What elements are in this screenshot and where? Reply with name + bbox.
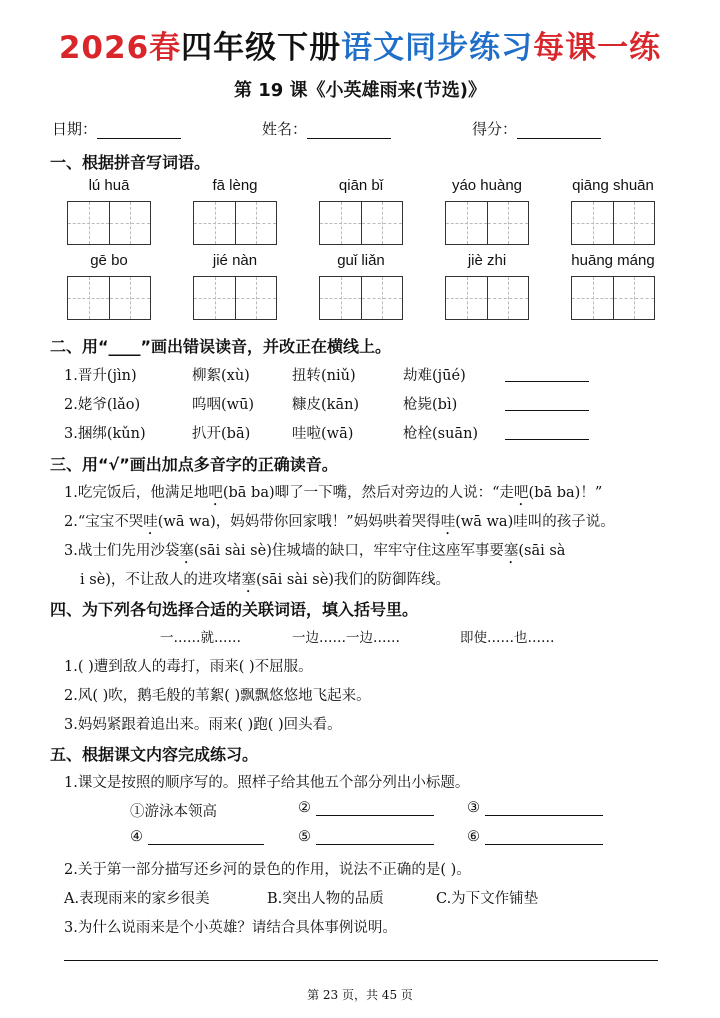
subtitle-blank[interactable]	[485, 800, 603, 816]
section5-heading: 五、根据课文内容完成练习。	[50, 745, 259, 764]
pinyin-item: huāng máng	[571, 252, 655, 269]
page-footer: 第 23 页，共 45 页	[307, 988, 413, 1002]
tianzige-box[interactable]	[193, 201, 277, 245]
text: 1.吃完饭后，他满足地	[64, 485, 209, 501]
score-field	[472, 118, 601, 139]
subtitle-item: ①游泳本领高	[130, 804, 217, 820]
dotted-char: 塞	[503, 543, 519, 559]
pinyin-item: lú huā	[88, 177, 130, 194]
question-3-3	[64, 539, 565, 567]
title-practice: 每课一练	[533, 30, 662, 66]
text: 2.“宝宝不哭	[64, 514, 144, 530]
page-title	[0, 22, 720, 67]
subtitle-blank[interactable]	[485, 829, 603, 845]
score-blank[interactable]	[517, 124, 601, 139]
answer-blank[interactable]	[505, 366, 589, 382]
tianzige-box[interactable]	[193, 276, 277, 320]
answer-blank[interactable]	[505, 395, 589, 411]
tianzige-box[interactable]	[67, 201, 151, 245]
subtitle-item: ③	[467, 800, 480, 816]
section4-heading: 四、为下列各句选择合适的关联词语，填入括号里。	[50, 600, 419, 619]
pinyin-item: qiān bǐ	[338, 177, 384, 194]
score-label: 得分：	[472, 120, 518, 138]
dotted-char: 塞	[241, 572, 256, 588]
tianzige-box[interactable]	[445, 201, 529, 245]
name-field	[262, 118, 391, 139]
reading-item: 枪毙(bì)	[403, 397, 458, 413]
option-a: A.表现雨来的家乡很美	[64, 891, 210, 907]
reading-item: 3.捆绑(kǔn)	[64, 426, 146, 442]
lesson-subtitle: 第 19 课《小英雄雨来(节选)》	[233, 80, 487, 101]
text: (bā ba)！”	[528, 485, 603, 501]
reading-item: 柳絮(xù)	[192, 368, 250, 384]
subtitle-blank[interactable]	[316, 800, 434, 816]
name-blank[interactable]	[307, 124, 391, 139]
text: (bā ba)唧了一下嘴，然后对旁边的人说：“走	[222, 485, 515, 501]
subtitle-item: ⑥	[467, 829, 480, 845]
title-grade: 四年级下册	[181, 30, 342, 66]
pinyin-item: qiāng shuān	[572, 177, 654, 194]
text: (sāi sài sè)我们的防御阵线。	[255, 572, 450, 588]
date-blank[interactable]	[97, 124, 181, 139]
pinyin-item: jié nàn	[212, 252, 258, 269]
option-word: 一……就……	[160, 630, 241, 646]
dotted-char: 吧	[208, 485, 223, 501]
section2-heading: 二、用“____”画出错误读音，并改正在横线上。	[50, 337, 392, 356]
reading-item: 扒开(bā)	[192, 426, 251, 442]
title-year: 2026春	[58, 30, 182, 66]
reading-item: 呜咽(wū)	[192, 397, 255, 413]
tianzige-box[interactable]	[319, 276, 403, 320]
name-label: 姓名：	[262, 120, 308, 138]
reading-item: 糠皮(kān)	[292, 397, 360, 413]
reading-item: 劫难(jūé)	[403, 368, 466, 384]
text: 3.战士们先用沙袋	[64, 543, 180, 559]
subtitle-item: ②	[298, 800, 311, 816]
tianzige-box[interactable]	[67, 276, 151, 320]
question-4-1: 1.( )遭到敌人的毒打，雨来( )不屈服。	[64, 659, 313, 675]
text: (wā wa)，妈妈带你回家哦！”妈妈哄着哭得	[157, 514, 441, 530]
subtitle-item: ⑤	[298, 829, 311, 845]
question-5-1: 1.课文是按照的顺序写的。照样子给其他五个部分列出小标题。	[64, 775, 470, 791]
date-field	[52, 118, 181, 139]
dotted-char: 塞	[179, 543, 194, 559]
pinyin-item: guǐ liǎn	[337, 252, 385, 269]
question-4-3: 3.妈妈紧跟着追出来。雨来( )跑( )回头看。	[64, 717, 342, 733]
tianzige-box[interactable]	[571, 201, 655, 245]
question-3-1	[64, 481, 602, 509]
text: (sāi sài sè)住城墙的缺口，牢牢守住这座军事要	[193, 543, 504, 559]
pinyin-item: gē bo	[90, 252, 128, 269]
reading-item: 哇啦(wā)	[292, 426, 354, 442]
text: (wā wa)哇叫的孩子说。	[455, 514, 615, 530]
answer-blank[interactable]	[505, 424, 589, 440]
dotted-char: 哇	[143, 514, 158, 530]
option-b: B.突出人物的品质	[267, 891, 384, 907]
pinyin-item: yáo huàng	[451, 177, 523, 194]
option-c: C.为下文作铺垫	[436, 891, 539, 907]
question-5-3: 3.为什么说雨来是个小英雄？请结合具体事例说明。	[64, 920, 397, 936]
option-word: 即使……也……	[460, 630, 555, 646]
reading-item: 扭转(niǔ)	[292, 368, 356, 384]
pinyin-item: jiè zhi	[467, 252, 507, 269]
section3-heading: 三、用“√”画出加点多音字的正确读音。	[50, 455, 338, 474]
reading-item: 枪栓(suān)	[403, 426, 479, 442]
question-4-2: 2.风( )吹，鹅毛般的苇絮( )飘飘悠悠地飞起来。	[64, 688, 371, 704]
text: i sè)，不让敌人的进攻堵	[80, 572, 242, 588]
title-subject: 语文同步练习	[341, 30, 534, 66]
tianzige-box[interactable]	[319, 201, 403, 245]
reading-item: 2.姥爷(lǎo)	[64, 397, 141, 413]
question-3-3-cont	[80, 568, 450, 596]
reading-item: 1.晋升(jìn)	[64, 368, 137, 384]
text: (sāi sà	[518, 543, 566, 559]
subtitle-blank[interactable]	[148, 829, 264, 845]
pinyin-item: fā lèng	[212, 177, 258, 194]
date-label: 日期：	[52, 120, 98, 138]
subtitle-blank[interactable]	[316, 829, 434, 845]
section1-heading: 一、根据拼音写词语。	[50, 153, 211, 172]
dotted-char: 哇	[440, 514, 456, 530]
dotted-char: 吧	[514, 485, 529, 501]
option-word: 一边……一边……	[292, 630, 400, 646]
subtitle-item: ④	[130, 829, 143, 845]
question-5-2: 2.关于第一部分描写还乡河的景色的作用，说法不正确的是( )。	[64, 862, 471, 878]
tianzige-box[interactable]	[445, 276, 529, 320]
answer-line[interactable]	[64, 960, 658, 961]
question-3-2	[64, 510, 615, 538]
tianzige-box[interactable]	[571, 276, 655, 320]
